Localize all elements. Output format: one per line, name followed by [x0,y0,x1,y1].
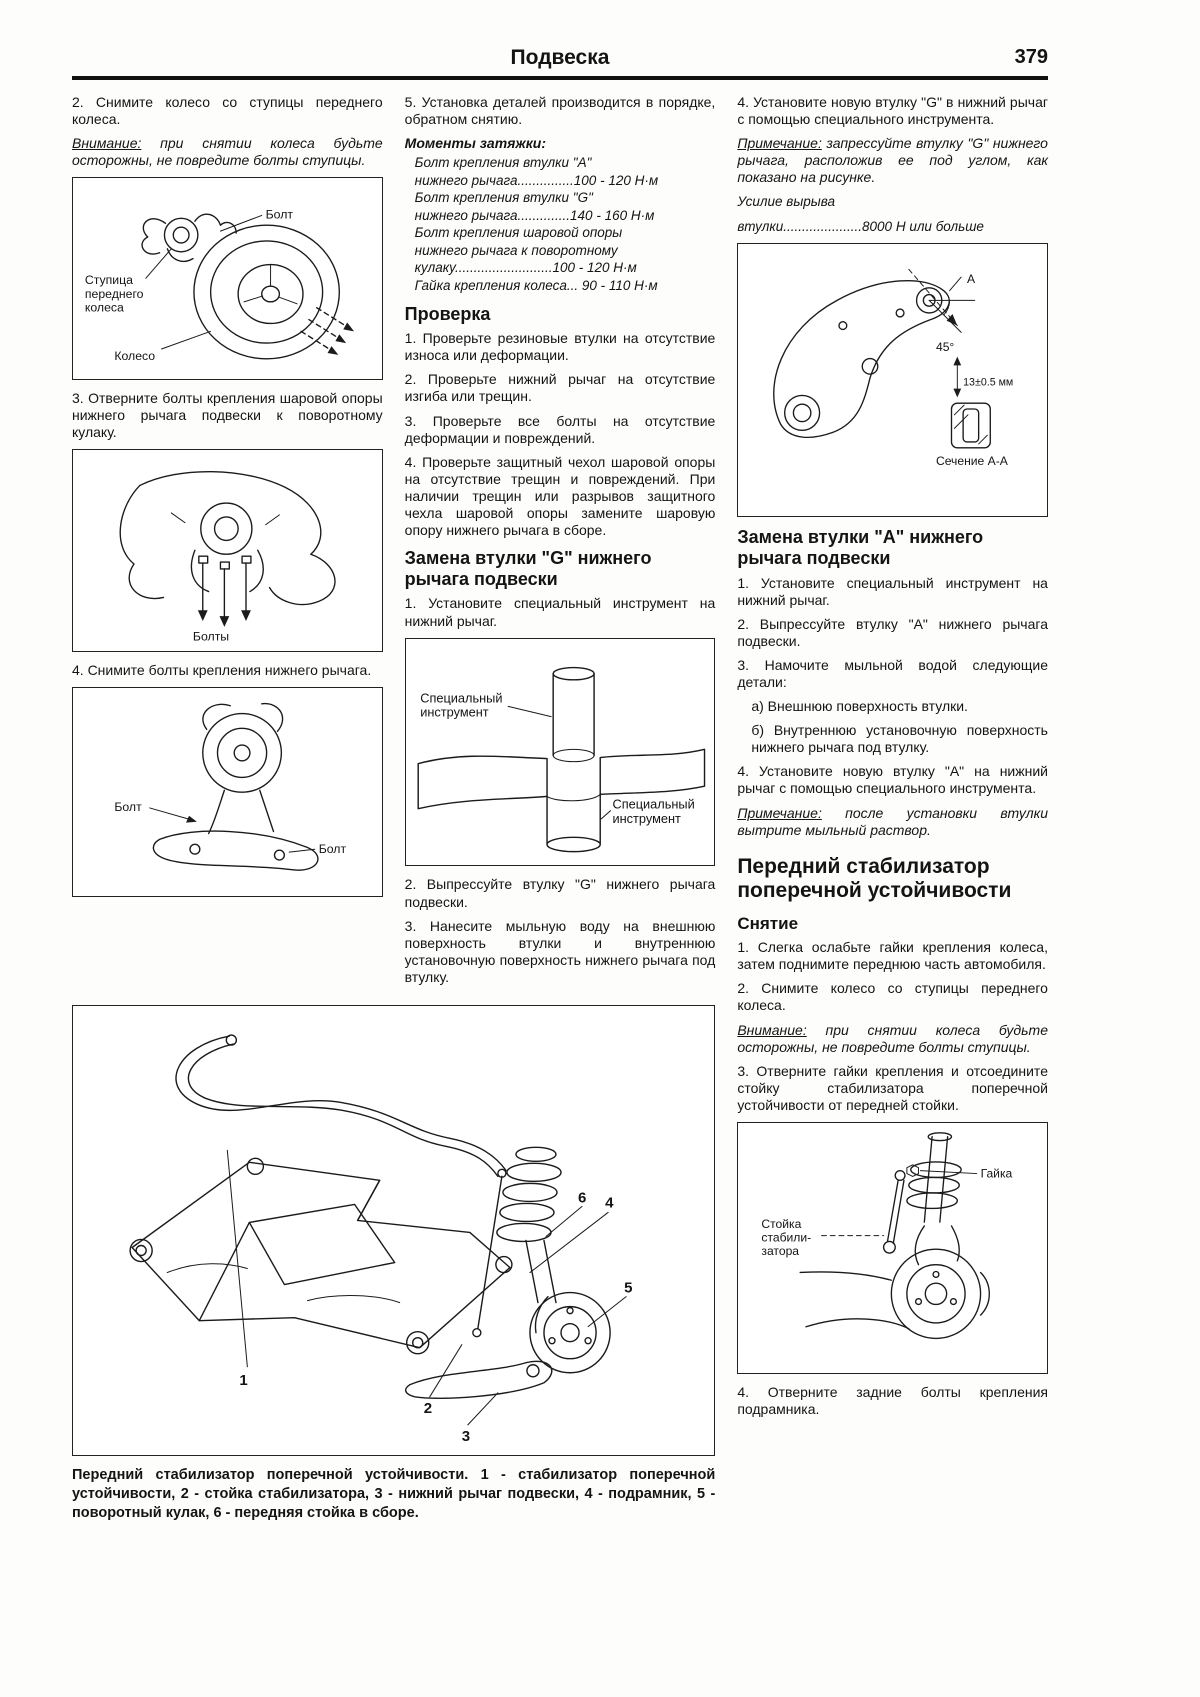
page-header [72,46,1048,80]
label-hub-2: переднего [84,287,144,302]
note-text: после установки втулки вытрите мыльный раствор. [737,804,1048,838]
arm-section-drawing [742,248,1043,512]
stabilizer-overview [72,997,715,1522]
figure-front-stabilizer [72,1005,715,1456]
bush-a-step-3: 3. Намочите мыльной водой следующие детали: [737,656,1048,691]
label-bolts: Болты [192,629,230,644]
label-angle-45: 45° [936,340,955,355]
column-right [737,94,1048,1426]
figure-arm-section [737,243,1048,517]
check-step-3: 3. Проверьте все болты на отсутствие деформации и повреждений. [404,412,716,446]
bush-a-step-1: 1. Установите специальный инструмент на нижний рычаг. [737,574,1048,608]
label-tool-left-1: Специальный [419,689,503,705]
label-tool-right-2: инструмент [612,810,681,826]
column-middle [405,94,716,993]
label-section-aa: Сечение А-А [936,454,1009,469]
column-left [72,94,383,907]
label-wheel: Колесо [114,349,156,364]
stabilizer-link-drawing [742,1127,1043,1369]
callout-4: 4 [605,1194,614,1212]
note-text: запрессуйте втулку "G" нижнего рычага, расположив ее под углом, как показано на рисунке. [737,135,1048,186]
bush-g-step-4: 4. Установите новую втулку "G" в нижний рычаг с помощью специального инструмента. [737,94,1048,128]
pull-force-line-1: Усилие вырыва [737,194,835,210]
front-stabilizer-drawing [77,1010,710,1451]
heading-stabilizer: Передний стабилизатор поперечной устойчивости [737,854,1012,903]
label-section-a: А [967,272,976,287]
callout-2: 2 [423,1399,433,1417]
torque-line: Болт крепления втулки "G" [414,190,593,206]
label-hub-3: колеса [84,300,124,315]
bush-g-step-2: 2. Выпрессуйте втулку "G" нижнего рычага подвески. [404,876,716,910]
label-link-1: Стойка [761,1216,802,1231]
step-install: 5. Установка деталей производится в порядке, обратном снятию. [404,94,716,128]
check-step-4: 4. Проверьте защитный чехол шаровой опоры на отсутствие трещин и повреждений. При наличии трещин или разрывов защитного чехла шаровой опоры замените шаровую опору нижнего рычага в сборе. [404,453,716,538]
torque-line: нижнего рычага к поворотному [414,242,618,258]
page-number: 379 [1014,46,1048,68]
figure-balljoint-bolts [72,449,383,652]
label-hub-1: Ступица [84,273,133,288]
torque-line: Болт крепления втулки "А" [414,155,592,171]
torque-line: кулаку..........................100 - 120 Н·м [414,260,637,276]
wheel-hub-drawing [77,182,378,375]
bush-g-step-3: 3. Нанесите мыльную воду на внешнюю поверхность втулки и внутреннюю установочную поверхность нижнего рычага под втулку. [404,917,716,985]
check-step-2: 2. Проверьте нижний рычаг на отсутствие изгиба или трещин. [404,371,716,405]
bush-a-step-3a: а) Внешнюю поверхность втулки. [751,698,968,715]
step-balljoint-bolts: 3. Отверните болты крепления шаровой опоры нижнего рычага подвески к поворотному кулаку. [72,389,383,441]
removal-step-1: 1. Слегка ослабьте гайки крепления колеса, затем поднимите переднюю часть автомобиля. [737,939,1048,973]
lower-arm-drawing [77,692,378,892]
torque-line: нижнего рычага..............140 - 160 Н·м [414,207,655,223]
label-link-2: стабили- [761,1230,812,1245]
warning-note-2 [737,1022,1048,1056]
bush-a-step-4: 4. Установите новую втулку "А" на нижний рычаг с помощью специального инструмента. [737,763,1048,797]
figure-caption: Передний стабилизатор поперечной устойчивости. 1 - стабилизатор поперечной устойчивости, 2 - стойка стабилизатора, 3 - нижний рычаг подвески, 4 - подрамник, 5 - поворотный кулак, 6 - передняя стойка в сборе. [72,1466,716,1521]
pull-force-line-2: втулки.....................8000 Н или больше [737,218,984,234]
note-press [737,135,1048,186]
page-content [72,94,1048,1522]
warning-text: при снятии колеса будьте осторожны, не повредите болты ступицы. [72,135,383,169]
removal-step-4: 4. Отверните задние болты крепления подрамника. [737,1384,1048,1418]
figure-lower-arm-bolts [72,687,383,897]
bush-a-step-2: 2. Выпрессуйте втулку "А" нижнего рычага подвески. [737,615,1048,649]
heading-check: Проверка [404,303,491,324]
torque-line: нижнего рычага...............100 - 120 Н·м [414,172,659,188]
callout-5: 5 [624,1279,633,1297]
balljoint-drawing [77,454,378,647]
bush-a-step-3b: б) Внутреннюю установочную поверхность нижнего рычага под втулку. [751,722,1048,756]
bush-g-step-1: 1. Установите специальный инструмент на нижний рычаг. [404,595,716,629]
label-bolt-2: Болт [318,841,347,856]
removal-step-2: 2. Снимите колесо со ступицы переднего колеса. [737,980,1048,1014]
figure-wheel-hub [72,177,383,380]
label-bolt-1: Болт [114,799,142,814]
label-bolt: Болт [265,207,294,222]
callout-1: 1 [239,1371,248,1389]
warning-label: Внимание: [737,1021,807,1038]
heading-removal: Снятие [737,914,799,934]
note-label: Примечание: [737,135,822,152]
note-label: Примечание: [737,804,822,821]
step-arm-bolts: 4. Снимите болты крепления нижнего рычага. [72,661,372,678]
warning-text: при снятии колеса будьте осторожны, не повредите болты ступицы. [737,1021,1048,1055]
page-title: Подвеска [510,46,610,69]
label-tool-left-2: инструмент [419,704,489,720]
figure-special-tool [405,638,716,867]
label-nut: Гайка [980,1166,1013,1181]
label-dimension: 13±0.5 мм [963,377,1014,390]
warning-label: Внимание: [72,135,142,152]
step-remove-wheel: 2. Снимите колесо со ступицы переднего колеса. [72,94,383,128]
note-wipe [737,805,1048,839]
torque-line: Гайка крепления колеса... 90 - 110 Н·м [414,277,658,293]
special-tool-drawing [410,643,711,862]
torque-line: Болт крепления шаровой опоры [414,225,623,241]
heading-bush-g: Замена втулки "G" нижнего рычага подвески [404,548,652,589]
heading-bush-a: Замена втулки "А" нижнего рычага подвески [737,527,984,568]
label-link-3: затора [761,1243,800,1258]
callout-6: 6 [578,1189,587,1207]
callout-3: 3 [461,1427,471,1445]
figure-stabilizer-link [737,1122,1048,1374]
warning-note [72,135,383,169]
check-step-1: 1. Проверьте резиновые втулки на отсутствие износа или деформации. [404,330,716,364]
label-tool-right-1: Специальный [612,796,695,812]
removal-step-3: 3. Отверните гайки крепления и отсоедините стойку стабилизатора поперечной устойчивости от передней стойки. [737,1062,1048,1113]
torque-title: Моменты затяжки: [404,135,547,152]
